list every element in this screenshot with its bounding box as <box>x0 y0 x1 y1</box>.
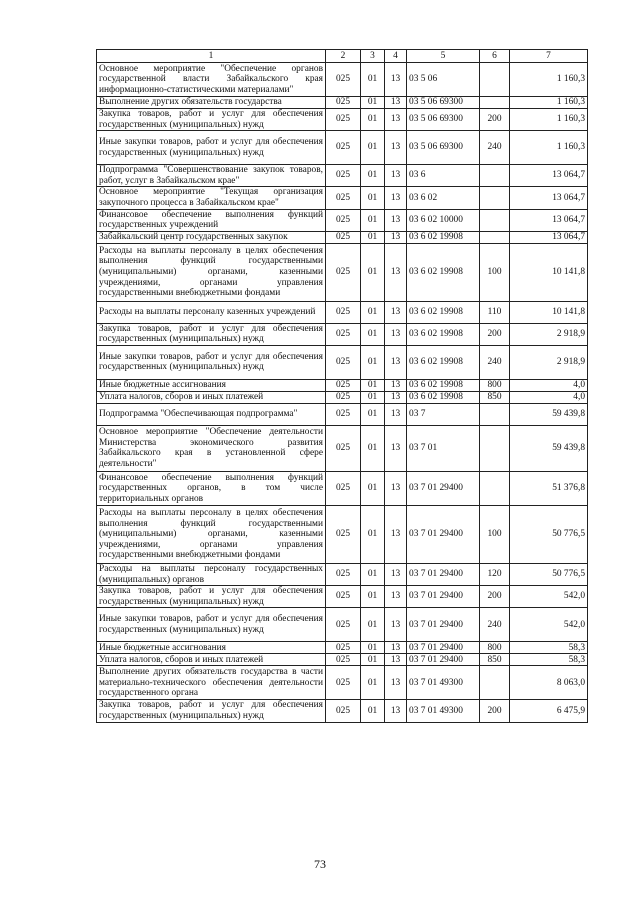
row-amount: 50 776,5 <box>510 563 588 585</box>
row-section-code: 01 <box>361 425 385 471</box>
row-section-code: 01 <box>361 209 385 231</box>
row-department-code: 025 <box>326 654 361 666</box>
row-amount: 13 064,7 <box>510 165 588 187</box>
row-subsection-code: 13 <box>385 505 407 563</box>
row-subsection-code: 13 <box>385 700 407 722</box>
row-subsection-code: 13 <box>385 165 407 187</box>
row-department-code: 025 <box>326 425 361 471</box>
row-section-code: 01 <box>361 187 385 209</box>
row-name: Основное мероприятие "Текущая организация закупочного процесса в Забайкальском крае" <box>97 187 326 209</box>
row-section-code: 01 <box>361 345 385 379</box>
row-name: Забайкальский центр государственных закупок <box>97 231 326 243</box>
table-row <box>97 231 588 243</box>
row-subsection-code: 13 <box>385 586 407 608</box>
row-department-code: 025 <box>326 563 361 585</box>
header-row <box>97 50 588 63</box>
row-subsection-code: 13 <box>385 654 407 666</box>
table-row <box>97 563 588 585</box>
row-section-code: 01 <box>361 243 385 301</box>
row-amount: 1 160,3 <box>510 63 588 97</box>
row-amount: 2 918,9 <box>510 323 588 345</box>
row-target-article: 03 7 01 29400 <box>407 642 480 654</box>
row-subsection-code: 13 <box>385 563 407 585</box>
row-subsection-code: 13 <box>385 131 407 165</box>
row-amount: 13 064,7 <box>510 209 588 231</box>
row-name: Иные закупки товаров, работ и услуг для обеспечения государственных (муниципальных) нужд <box>97 608 326 642</box>
row-section-code: 01 <box>361 63 385 97</box>
row-section-code: 01 <box>361 97 385 109</box>
row-section-code: 01 <box>361 586 385 608</box>
row-name: Основное мероприятие "Обеспечение деятельности Министерства экономического развития Забайкальского края в установленной сфере деятельности" <box>97 425 326 471</box>
row-target-article: 03 6 02 19908 <box>407 231 480 243</box>
row-target-article: 03 7 01 49300 <box>407 666 480 700</box>
row-subsection-code: 13 <box>385 379 407 391</box>
table-row <box>97 109 588 131</box>
row-expense-type: 200 <box>480 700 510 722</box>
row-expense-type <box>480 231 510 243</box>
row-section-code: 01 <box>361 608 385 642</box>
column-header-target-article: 5 <box>407 50 480 63</box>
row-name: Расходы на выплаты персоналу казенных учреждений <box>97 301 326 323</box>
row-target-article: 03 5 06 69300 <box>407 97 480 109</box>
row-amount: 6 475,9 <box>510 700 588 722</box>
row-subsection-code: 13 <box>385 642 407 654</box>
table-row <box>97 391 588 403</box>
row-amount: 13 064,7 <box>510 187 588 209</box>
row-target-article: 03 7 01 49300 <box>407 700 480 722</box>
row-expense-type: 120 <box>480 563 510 585</box>
row-name: Иные бюджетные ассигнования <box>97 642 326 654</box>
row-target-article: 03 7 01 29400 <box>407 586 480 608</box>
row-subsection-code: 13 <box>385 97 407 109</box>
row-name: Закупка товаров, работ и услуг для обеспечения государственных (муниципальных) нужд <box>97 700 326 722</box>
column-header-section: 3 <box>361 50 385 63</box>
row-section-code: 01 <box>361 231 385 243</box>
row-target-article: 03 6 02 19908 <box>407 243 480 301</box>
row-department-code: 025 <box>326 131 361 165</box>
row-department-code: 025 <box>326 109 361 131</box>
row-department-code: 025 <box>326 505 361 563</box>
row-subsection-code: 13 <box>385 209 407 231</box>
row-target-article: 03 6 02 19908 <box>407 301 480 323</box>
row-section-code: 01 <box>361 654 385 666</box>
row-name: Выполнение других обязательств государства в части материально-технического обеспечения деятельности государственного органа <box>97 666 326 700</box>
row-section-code: 01 <box>361 131 385 165</box>
row-amount: 1 160,3 <box>510 109 588 131</box>
row-subsection-code: 13 <box>385 403 407 425</box>
row-department-code: 025 <box>326 666 361 700</box>
row-subsection-code: 13 <box>385 391 407 403</box>
column-header-subsection: 4 <box>385 50 407 63</box>
table-row <box>97 243 588 301</box>
row-amount: 13 064,7 <box>510 231 588 243</box>
row-amount: 542,0 <box>510 586 588 608</box>
row-name: Подпрограмма "Обеспечивающая подпрограмма" <box>97 403 326 425</box>
row-amount: 51 376,8 <box>510 471 588 505</box>
row-department-code: 025 <box>326 209 361 231</box>
table-row <box>97 379 588 391</box>
row-department-code: 025 <box>326 187 361 209</box>
table-row <box>97 608 588 642</box>
table-row <box>97 700 588 722</box>
row-expense-type <box>480 165 510 187</box>
table-row <box>97 131 588 165</box>
table-row <box>97 345 588 379</box>
row-target-article: 03 7 01 29400 <box>407 471 480 505</box>
row-name: Иные закупки товаров, работ и услуг для обеспечения государственных (муниципальных) нужд <box>97 131 326 165</box>
table-row <box>97 505 588 563</box>
row-expense-type: 240 <box>480 131 510 165</box>
row-section-code: 01 <box>361 471 385 505</box>
column-header-name: 1 <box>97 50 326 63</box>
table-row <box>97 63 588 97</box>
row-amount: 1 160,3 <box>510 131 588 165</box>
row-target-article: 03 6 02 19908 <box>407 379 480 391</box>
row-department-code: 025 <box>326 586 361 608</box>
table-body <box>97 63 588 723</box>
row-target-article: 03 6 02 <box>407 187 480 209</box>
row-name: Иные закупки товаров, работ и услуг для обеспечения государственных (муниципальных) нужд <box>97 345 326 379</box>
row-section-code: 01 <box>361 642 385 654</box>
row-amount: 1 160,3 <box>510 97 588 109</box>
row-target-article: 03 6 02 10000 <box>407 209 480 231</box>
row-target-article: 03 5 06 69300 <box>407 131 480 165</box>
row-expense-type <box>480 209 510 231</box>
column-header-amount: 7 <box>510 50 588 63</box>
table-row <box>97 403 588 425</box>
row-amount: 10 141,8 <box>510 301 588 323</box>
row-expense-type: 200 <box>480 586 510 608</box>
column-header-department: 2 <box>326 50 361 63</box>
budget-table <box>96 49 588 723</box>
row-target-article: 03 7 01 29400 <box>407 563 480 585</box>
table-row <box>97 301 588 323</box>
row-amount: 2 918,9 <box>510 345 588 379</box>
row-target-article: 03 7 01 29400 <box>407 608 480 642</box>
row-department-code: 025 <box>326 97 361 109</box>
row-name: Закупка товаров, работ и услуг для обеспечения государственных (муниципальных) нужд <box>97 109 326 131</box>
row-name: Расходы на выплаты персоналу государственных (муниципальных) органов <box>97 563 326 585</box>
row-amount: 58,3 <box>510 642 588 654</box>
row-expense-type: 100 <box>480 243 510 301</box>
row-expense-type: 800 <box>480 379 510 391</box>
row-target-article: 03 6 02 19908 <box>407 323 480 345</box>
row-department-code: 025 <box>326 243 361 301</box>
row-department-code: 025 <box>326 391 361 403</box>
row-subsection-code: 13 <box>385 345 407 379</box>
row-department-code: 025 <box>326 63 361 97</box>
table-row <box>97 323 588 345</box>
row-target-article: 03 7 01 29400 <box>407 654 480 666</box>
row-subsection-code: 13 <box>385 187 407 209</box>
row-target-article: 03 7 <box>407 403 480 425</box>
row-expense-type: 240 <box>480 345 510 379</box>
row-subsection-code: 13 <box>385 231 407 243</box>
row-target-article: 03 6 <box>407 165 480 187</box>
row-section-code: 01 <box>361 109 385 131</box>
row-subsection-code: 13 <box>385 608 407 642</box>
row-name: Финансовое обеспечение выполнения функций государственных учреждений <box>97 209 326 231</box>
row-name: Иные бюджетные ассигнования <box>97 379 326 391</box>
row-department-code: 025 <box>326 379 361 391</box>
row-section-code: 01 <box>361 301 385 323</box>
row-subsection-code: 13 <box>385 666 407 700</box>
row-subsection-code: 13 <box>385 323 407 345</box>
row-target-article: 03 5 06 <box>407 63 480 97</box>
table-row <box>97 654 588 666</box>
page-number: 73 <box>314 857 326 871</box>
table-row <box>97 471 588 505</box>
row-name: Расходы на выплаты персоналу в целях обеспечения выполнения функций государственными (муниципальными) органами, казенными учреждениями, органами управления государственными внебюджетными фондами <box>97 505 326 563</box>
row-expense-type <box>480 425 510 471</box>
row-target-article: 03 7 01 <box>407 425 480 471</box>
row-subsection-code: 13 <box>385 109 407 131</box>
row-section-code: 01 <box>361 323 385 345</box>
row-department-code: 025 <box>326 345 361 379</box>
row-target-article: 03 7 01 29400 <box>407 505 480 563</box>
row-department-code: 025 <box>326 231 361 243</box>
row-department-code: 025 <box>326 608 361 642</box>
row-subsection-code: 13 <box>385 63 407 97</box>
row-amount: 58,3 <box>510 654 588 666</box>
row-name: Основное мероприятие "Обеспечение органов государственной власти Забайкальского края информационно-статистическими материалами" <box>97 63 326 97</box>
row-amount: 8 063,0 <box>510 666 588 700</box>
row-section-code: 01 <box>361 379 385 391</box>
column-header-expense-type: 6 <box>480 50 510 63</box>
row-amount: 542,0 <box>510 608 588 642</box>
table-row <box>97 586 588 608</box>
table-row <box>97 666 588 700</box>
row-name: Выполнение других обязательств государства <box>97 97 326 109</box>
row-expense-type <box>480 63 510 97</box>
row-expense-type: 200 <box>480 323 510 345</box>
table-row <box>97 425 588 471</box>
row-expense-type <box>480 97 510 109</box>
budget-sheet <box>96 49 587 723</box>
table-row <box>97 187 588 209</box>
row-target-article: 03 6 02 19908 <box>407 345 480 379</box>
row-department-code: 025 <box>326 323 361 345</box>
row-target-article: 03 5 06 69300 <box>407 109 480 131</box>
row-department-code: 025 <box>326 642 361 654</box>
table-row <box>97 642 588 654</box>
row-section-code: 01 <box>361 165 385 187</box>
row-name: Финансовое обеспечение выполнения функций государственных органов, в том числе территориальных органов <box>97 471 326 505</box>
row-name: Уплата налогов, сборов и иных платежей <box>97 391 326 403</box>
row-expense-type: 850 <box>480 391 510 403</box>
row-department-code: 025 <box>326 403 361 425</box>
row-expense-type <box>480 471 510 505</box>
row-amount: 59 439,8 <box>510 403 588 425</box>
row-subsection-code: 13 <box>385 425 407 471</box>
row-name: Закупка товаров, работ и услуг для обеспечения государственных (муниципальных) нужд <box>97 586 326 608</box>
row-section-code: 01 <box>361 563 385 585</box>
row-subsection-code: 13 <box>385 471 407 505</box>
table-row <box>97 97 588 109</box>
row-name: Подпрограмма "Совершенствование закупок товаров, работ, услуг в Забайкальском крае" <box>97 165 326 187</box>
row-expense-type <box>480 187 510 209</box>
row-amount: 10 141,8 <box>510 243 588 301</box>
row-name: Уплата налогов, сборов и иных платежей <box>97 654 326 666</box>
row-section-code: 01 <box>361 505 385 563</box>
row-expense-type: 110 <box>480 301 510 323</box>
row-expense-type: 240 <box>480 608 510 642</box>
row-department-code: 025 <box>326 165 361 187</box>
row-expense-type: 850 <box>480 654 510 666</box>
row-amount: 4,0 <box>510 391 588 403</box>
row-expense-type: 100 <box>480 505 510 563</box>
row-department-code: 025 <box>326 700 361 722</box>
row-name: Закупка товаров, работ и услуг для обеспечения государственных (муниципальных) нужд <box>97 323 326 345</box>
row-amount: 4,0 <box>510 379 588 391</box>
row-section-code: 01 <box>361 700 385 722</box>
row-expense-type <box>480 403 510 425</box>
table-row <box>97 209 588 231</box>
row-subsection-code: 13 <box>385 301 407 323</box>
row-amount: 59 439,8 <box>510 425 588 471</box>
row-department-code: 025 <box>326 301 361 323</box>
row-target-article: 03 6 02 19908 <box>407 391 480 403</box>
row-expense-type: 200 <box>480 109 510 131</box>
row-section-code: 01 <box>361 403 385 425</box>
row-expense-type <box>480 666 510 700</box>
row-amount: 50 776,5 <box>510 505 588 563</box>
row-name: Расходы на выплаты персоналу в целях обеспечения выполнения функций государственными (муниципальными) органами, казенными учреждениями, органами управления государственными внебюджетными фондами <box>97 243 326 301</box>
row-expense-type: 800 <box>480 642 510 654</box>
row-section-code: 01 <box>361 391 385 403</box>
table-row <box>97 165 588 187</box>
row-department-code: 025 <box>326 471 361 505</box>
row-subsection-code: 13 <box>385 243 407 301</box>
row-section-code: 01 <box>361 666 385 700</box>
